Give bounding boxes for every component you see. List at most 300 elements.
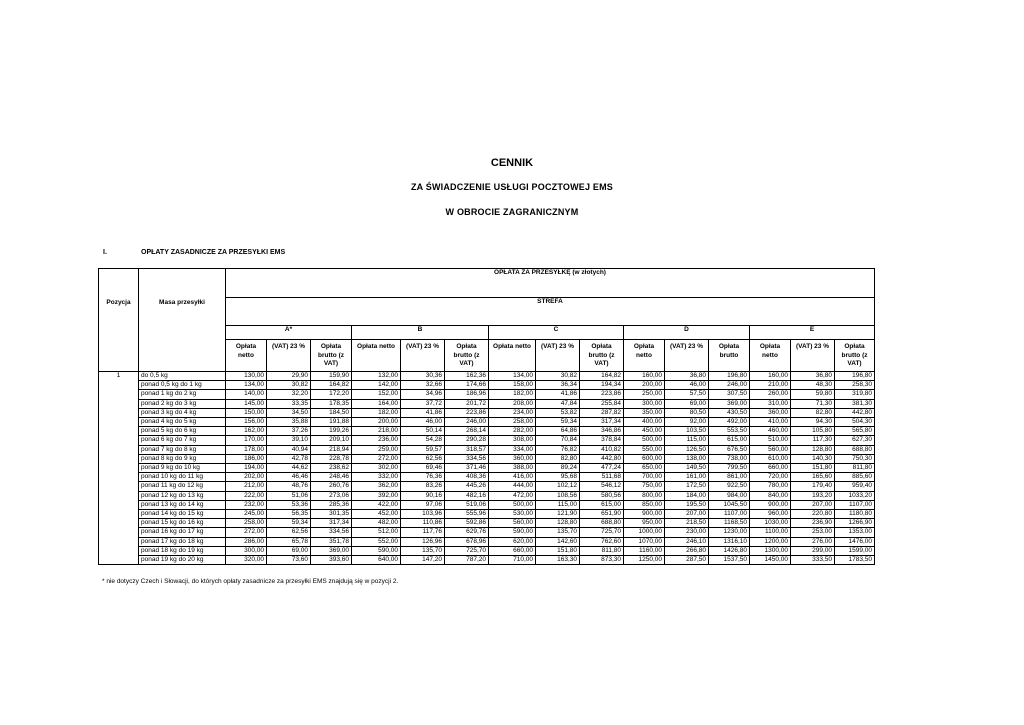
mass-range-cell: ponad 10 kg do 11 kg [139, 473, 226, 482]
price-cell: 660,00 [489, 546, 536, 555]
price-cell: 149,50 [665, 464, 709, 473]
price-cell: 350,00 [624, 408, 665, 417]
price-cell: 218,00 [352, 427, 401, 436]
price-cell: 333,50 [791, 556, 835, 565]
price-cell: 530,00 [489, 510, 536, 519]
price-cell: 73,60 [267, 556, 311, 565]
price-cell: 1200,00 [750, 537, 791, 546]
mass-range-cell: ponad 17 kg do 18 kg [139, 537, 226, 546]
price-cell: 300,00 [226, 546, 267, 555]
price-cell: 590,00 [352, 546, 401, 555]
table-row [99, 436, 875, 445]
document-subtitle-2: W OBROCIE ZAGRANICZNYM [445, 207, 579, 217]
price-cell: 152,00 [352, 390, 401, 399]
price-cell: 1537,50 [709, 556, 750, 565]
price-cell: 108,56 [536, 491, 580, 500]
price-cell: 550,00 [624, 445, 665, 454]
price-cell: 80,50 [665, 408, 709, 417]
price-cell: 36,80 [791, 372, 835, 381]
price-cell: 47,84 [536, 399, 580, 408]
price-cell: 393,60 [311, 556, 352, 565]
price-cell: 172,50 [665, 482, 709, 491]
price-cell: 787,20 [445, 556, 489, 565]
mass-range-cell: ponad 2 kg do 3 kg [139, 399, 226, 408]
price-cell: 69,46 [401, 464, 445, 473]
price-cell: 150,00 [226, 408, 267, 417]
price-cell: 230,00 [665, 528, 709, 537]
price-cell: 580,56 [580, 491, 624, 500]
price-cell: 200,00 [624, 381, 665, 390]
price-cell: 1783,50 [835, 556, 875, 565]
price-cell: 519,06 [445, 500, 489, 509]
price-cell: 400,00 [624, 418, 665, 427]
price-cell: 302,00 [352, 464, 401, 473]
price-cell: 1070,00 [624, 537, 665, 546]
mass-range-cell: ponad 4 kg do 5 kg [139, 418, 226, 427]
price-cell: 89,24 [536, 464, 580, 473]
mass-range-cell: ponad 8 kg do 9 kg [139, 454, 226, 463]
price-cell: 500,00 [624, 436, 665, 445]
price-cell: 590,00 [489, 528, 536, 537]
price-cell: 725,70 [445, 546, 489, 555]
price-cell: 250,00 [624, 390, 665, 399]
mass-range-cell: ponad 7 kg do 8 kg [139, 445, 226, 454]
price-cell: 37,72 [401, 399, 445, 408]
price-cell: 147,20 [401, 556, 445, 565]
price-cell: 135,70 [536, 528, 580, 537]
price-cell: 59,34 [536, 418, 580, 427]
price-cell: 1160,00 [624, 546, 665, 555]
price-cell: 30,36 [401, 372, 445, 381]
price-cell: 1107,00 [709, 510, 750, 519]
price-cell: 195,50 [665, 500, 709, 509]
price-cell: 422,00 [352, 500, 401, 509]
header-col: Opłata brutto (z VAT) [835, 340, 875, 372]
price-cell: 1300,00 [750, 546, 791, 555]
price-cell: 1045,50 [709, 500, 750, 509]
price-cell: 164,82 [311, 381, 352, 390]
price-cell: 850,00 [624, 500, 665, 509]
price-cell: 472,00 [489, 491, 536, 500]
document-title: CENNIK [490, 157, 534, 169]
price-cell: 50,14 [401, 427, 445, 436]
header-col: Opłata netto [750, 340, 791, 372]
price-cell: 117,76 [401, 528, 445, 537]
price-cell: 134,00 [226, 381, 267, 390]
mass-range-cell: ponad 6 kg do 7 kg [139, 436, 226, 445]
price-cell: 54,28 [401, 436, 445, 445]
price-cell: 565,80 [835, 427, 875, 436]
mass-range-cell: ponad 19 kg do 20 kg [139, 556, 226, 565]
price-cell: 442,80 [580, 454, 624, 463]
mass-range-cell: ponad 3 kg do 4 kg [139, 408, 226, 417]
header-zone-b: B [352, 326, 489, 340]
price-cell: 30,82 [536, 372, 580, 381]
price-cell: 218,94 [311, 445, 352, 454]
price-cell: 142,60 [536, 537, 580, 546]
price-cell: 392,00 [352, 491, 401, 500]
section-number: I. [103, 249, 107, 256]
price-cell: 1033,20 [835, 491, 875, 500]
price-cell: 452,00 [352, 510, 401, 519]
section-title: OPŁATY ZASADNICZE ZA PRZESYŁKI EMS [141, 249, 286, 256]
price-cell: 207,00 [791, 500, 835, 509]
price-cell: 307,50 [709, 390, 750, 399]
price-cell: 285,36 [311, 500, 352, 509]
price-cell: 660,00 [750, 464, 791, 473]
price-cell: 162,36 [445, 372, 489, 381]
price-cell: 688,80 [580, 519, 624, 528]
price-cell: 360,00 [750, 408, 791, 417]
price-cell: 300,00 [624, 399, 665, 408]
header-col: (VAT) 23 % [401, 340, 445, 372]
price-cell: 142,00 [352, 381, 401, 390]
price-cell: 164,00 [352, 399, 401, 408]
price-cell: 115,00 [536, 500, 580, 509]
price-cell: 41,86 [401, 408, 445, 417]
price-cell: 158,00 [489, 381, 536, 390]
price-cell: 160,00 [750, 372, 791, 381]
price-cell: 210,00 [750, 381, 791, 390]
price-cell: 103,96 [401, 510, 445, 519]
price-cell: 59,80 [791, 390, 835, 399]
price-cell: 30,82 [267, 381, 311, 390]
price-cell: 615,00 [709, 436, 750, 445]
price-cell: 174,66 [445, 381, 489, 390]
price-cell: 258,00 [226, 519, 267, 528]
mass-range-cell: ponad 12 kg do 13 kg [139, 491, 226, 500]
price-cell: 950,00 [624, 519, 665, 528]
header-col: Opłata brutto (z VAT) [580, 340, 624, 372]
price-cell: 560,00 [750, 445, 791, 454]
price-cell: 172,20 [311, 390, 352, 399]
header-fee: OPŁATA ZA PRZESYŁKĘ (w złotych) [226, 269, 875, 298]
price-cell: 220,80 [791, 510, 835, 519]
price-cell: 811,80 [580, 546, 624, 555]
price-cell: 200,00 [352, 418, 401, 427]
price-cell: 145,00 [226, 399, 267, 408]
price-cell: 500,00 [489, 500, 536, 509]
price-cell: 97,06 [401, 500, 445, 509]
price-cell: 110,86 [401, 519, 445, 528]
price-cell: 678,96 [445, 537, 489, 546]
price-cell: 246,00 [445, 418, 489, 427]
price-cell: 369,00 [311, 546, 352, 555]
price-cell: 260,76 [311, 482, 352, 491]
header-col: Opłata brutto [709, 340, 750, 372]
price-cell: 430,50 [709, 408, 750, 417]
header-position: Pozycja [99, 269, 139, 372]
price-cell: 320,00 [226, 556, 267, 565]
price-cell: 334,56 [311, 528, 352, 537]
header-zone-e: E [750, 326, 875, 340]
price-cell: 720,00 [750, 473, 791, 482]
price-cell: 922,50 [709, 482, 750, 491]
price-cell: 238,62 [311, 464, 352, 473]
mass-range-cell: ponad 11 kg do 12 kg [139, 482, 226, 491]
price-cell: 710,00 [489, 556, 536, 565]
price-cell: 512,00 [352, 528, 401, 537]
price-cell: 1000,00 [624, 528, 665, 537]
price-cell: 286,00 [226, 537, 267, 546]
price-cell: 165,60 [791, 473, 835, 482]
price-cell: 276,00 [791, 537, 835, 546]
price-cell: 135,70 [401, 546, 445, 555]
table-row [99, 390, 875, 399]
price-cell: 1180,80 [835, 510, 875, 519]
price-cell: 222,00 [226, 491, 267, 500]
price-cell: 57,50 [665, 390, 709, 399]
price-cell: 184,50 [311, 408, 352, 417]
price-cell: 560,00 [489, 519, 536, 528]
price-cell: 46,46 [267, 473, 311, 482]
table-row [99, 537, 875, 546]
price-cell: 258,30 [835, 381, 875, 390]
document-subtitle: ZA ŚWIADCZENIE USŁUGI POCZTOWEJ EMS [410, 182, 613, 192]
price-cell: 130,00 [226, 372, 267, 381]
price-cell: 53,82 [536, 408, 580, 417]
price-cell: 151,80 [536, 546, 580, 555]
header-zone-c: C [489, 326, 624, 340]
price-cell: 416,00 [489, 473, 536, 482]
price-cell: 65,78 [267, 537, 311, 546]
price-cell: 95,68 [536, 473, 580, 482]
price-cell: 504,30 [835, 418, 875, 427]
price-cell: 408,36 [445, 473, 489, 482]
price-cell: 199,26 [311, 427, 352, 436]
price-cell: 191,88 [311, 418, 352, 427]
price-cell: 688,80 [835, 445, 875, 454]
price-cell: 90,16 [401, 491, 445, 500]
price-cell: 103,50 [665, 427, 709, 436]
table-row [99, 491, 875, 500]
price-cell: 410,82 [580, 445, 624, 454]
price-cell: 94,30 [791, 418, 835, 427]
price-cell: 82,80 [536, 454, 580, 463]
price-cell: 70,84 [536, 436, 580, 445]
price-cell: 92,00 [665, 418, 709, 427]
price-cell: 629,76 [445, 528, 489, 537]
price-cell: 620,00 [489, 537, 536, 546]
price-cell: 64,86 [536, 427, 580, 436]
price-cell: 105,80 [791, 427, 835, 436]
price-cell: 442,80 [835, 408, 875, 417]
price-cell: 1250,00 [624, 556, 665, 565]
price-cell: 156,00 [226, 418, 267, 427]
header-col: (VAT) 23 % [267, 340, 311, 372]
header-col: (VAT) 23 % [536, 340, 580, 372]
price-cell: 762,60 [580, 537, 624, 546]
price-cell: 76,36 [401, 473, 445, 482]
mass-range-cell: ponad 15 kg do 16 kg [139, 519, 226, 528]
price-cell: 151,80 [791, 464, 835, 473]
table-row [99, 464, 875, 473]
price-cell: 36,34 [536, 381, 580, 390]
mass-range-cell: ponad 5 kg do 6 kg [139, 427, 226, 436]
table-row [99, 408, 875, 417]
price-cell: 960,00 [750, 510, 791, 519]
header-col: Opłata brutto (z VAT) [311, 340, 352, 372]
price-cell: 236,00 [352, 436, 401, 445]
price-cell: 159,90 [311, 372, 352, 381]
price-cell: 194,34 [580, 381, 624, 390]
table-row [99, 500, 875, 509]
header-zone-group: STREFA [226, 298, 875, 326]
price-cell: 162,00 [226, 427, 267, 436]
header-col: (VAT) 23 % [791, 340, 835, 372]
price-cell: 46,00 [401, 418, 445, 427]
price-cell: 255,84 [580, 399, 624, 408]
price-cell: 738,00 [709, 454, 750, 463]
price-cell: 178,35 [311, 399, 352, 408]
price-cell: 126,96 [401, 537, 445, 546]
price-cell: 35,88 [267, 418, 311, 427]
price-cell: 268,14 [445, 427, 489, 436]
price-cell: 83,26 [401, 482, 445, 491]
table-row [99, 546, 875, 555]
table-row [99, 427, 875, 436]
footnote: * nie dotyczy Czech i Słowacji, do których opłaty zasadnicze za przesyłki EMS znajdują się w pozycji 2. [102, 578, 399, 585]
price-cell: 552,00 [352, 537, 401, 546]
price-cell: 69,00 [665, 399, 709, 408]
price-cell: 132,00 [352, 372, 401, 381]
price-cell: 182,00 [489, 390, 536, 399]
mass-range-cell: ponad 13 kg do 14 kg [139, 500, 226, 509]
price-cell: 117,30 [791, 436, 835, 445]
price-cell: 750,00 [624, 482, 665, 491]
price-cell: 163,30 [536, 556, 580, 565]
price-cell: 128,80 [791, 445, 835, 454]
mass-range-cell: ponad 0,5 kg do 1 kg [139, 381, 226, 390]
price-cell: 201,72 [445, 399, 489, 408]
price-cell: 873,30 [580, 556, 624, 565]
price-cell: 29,90 [267, 372, 311, 381]
table-row [99, 372, 875, 381]
table-row [99, 556, 875, 565]
price-cell: 1168,50 [709, 519, 750, 528]
price-cell: 236,90 [791, 519, 835, 528]
price-cell: 44,62 [267, 464, 311, 473]
price-cell: 482,00 [352, 519, 401, 528]
price-cell: 615,00 [580, 500, 624, 509]
price-cell: 369,00 [709, 399, 750, 408]
price-cell: 121,90 [536, 510, 580, 519]
price-cell: 115,00 [665, 436, 709, 445]
price-cell: 318,57 [445, 445, 489, 454]
price-cell: 48,30 [791, 381, 835, 390]
price-cell: 546,12 [580, 482, 624, 491]
price-cell: 186,00 [226, 454, 267, 463]
price-cell: 194,00 [226, 464, 267, 473]
price-cell: 196,80 [709, 372, 750, 381]
mass-range-cell: do 0,5 kg [139, 372, 226, 381]
price-cell: 42,78 [267, 454, 311, 463]
price-cell: 640,00 [352, 556, 401, 565]
price-cell: 48,76 [267, 482, 311, 491]
price-cell: 378,84 [580, 436, 624, 445]
price-cell: 282,00 [489, 427, 536, 436]
price-cell: 59,34 [267, 519, 311, 528]
price-cell: 1450,00 [750, 556, 791, 565]
price-cell: 351,78 [311, 537, 352, 546]
position-number: 1 [99, 372, 139, 565]
price-cell: 700,00 [624, 473, 665, 482]
price-cell: 128,80 [536, 519, 580, 528]
price-cell: 444,00 [489, 482, 536, 491]
price-cell: 317,34 [580, 418, 624, 427]
price-cell: 450,00 [624, 427, 665, 436]
price-cell: 272,00 [352, 454, 401, 463]
price-cell: 62,56 [401, 454, 445, 463]
price-table [98, 268, 875, 565]
price-cell: 301,35 [311, 510, 352, 519]
price-cell: 1230,00 [709, 528, 750, 537]
table-row [99, 381, 875, 390]
price-cell: 410,00 [750, 418, 791, 427]
table-row [99, 454, 875, 463]
mass-range-cell: ponad 1 kg do 2 kg [139, 390, 226, 399]
price-cell: 34,50 [267, 408, 311, 417]
price-cell: 317,34 [311, 519, 352, 528]
price-cell: 37,26 [267, 427, 311, 436]
price-cell: 182,00 [352, 408, 401, 417]
price-cell: 346,86 [580, 427, 624, 436]
price-cell: 32,66 [401, 381, 445, 390]
price-cell: 258,00 [489, 418, 536, 427]
price-cell: 1107,00 [835, 500, 875, 509]
header-zone-d: D [624, 326, 750, 340]
table-row [99, 473, 875, 482]
price-cell: 170,00 [226, 436, 267, 445]
price-cell: 1030,00 [750, 519, 791, 528]
price-cell: 510,00 [750, 436, 791, 445]
price-cell: 140,30 [791, 454, 835, 463]
price-cell: 179,40 [791, 482, 835, 491]
price-cell: 477,24 [580, 464, 624, 473]
price-cell: 40,94 [267, 445, 311, 454]
price-cell: 126,50 [665, 445, 709, 454]
header-col: (VAT) 23 % [665, 340, 709, 372]
price-cell: 332,00 [352, 473, 401, 482]
price-cell: 266,80 [665, 546, 709, 555]
price-cell: 780,00 [750, 482, 791, 491]
price-cell: 223,86 [580, 390, 624, 399]
price-cell: 36,80 [665, 372, 709, 381]
price-cell: 445,26 [445, 482, 489, 491]
price-cell: 46,00 [665, 381, 709, 390]
table-row [99, 528, 875, 537]
price-cell: 885,60 [835, 473, 875, 482]
price-cell: 900,00 [750, 500, 791, 509]
price-cell: 32,20 [267, 390, 311, 399]
price-cell: 1353,00 [835, 528, 875, 537]
table-row [99, 445, 875, 454]
price-cell: 56,35 [267, 510, 311, 519]
price-cell: 178,00 [226, 445, 267, 454]
price-cell: 53,36 [267, 500, 311, 509]
price-cell: 260,00 [750, 390, 791, 399]
header-mass: Masa przesyłki [139, 269, 226, 372]
price-cell: 650,00 [624, 464, 665, 473]
price-cell: 82,80 [791, 408, 835, 417]
price-cell: 308,00 [489, 436, 536, 445]
table-row [99, 510, 875, 519]
price-cell: 223,86 [445, 408, 489, 417]
price-cell: 59,57 [401, 445, 445, 454]
price-cell: 287,82 [580, 408, 624, 417]
price-cell: 553,50 [709, 427, 750, 436]
price-cell: 600,00 [624, 454, 665, 463]
